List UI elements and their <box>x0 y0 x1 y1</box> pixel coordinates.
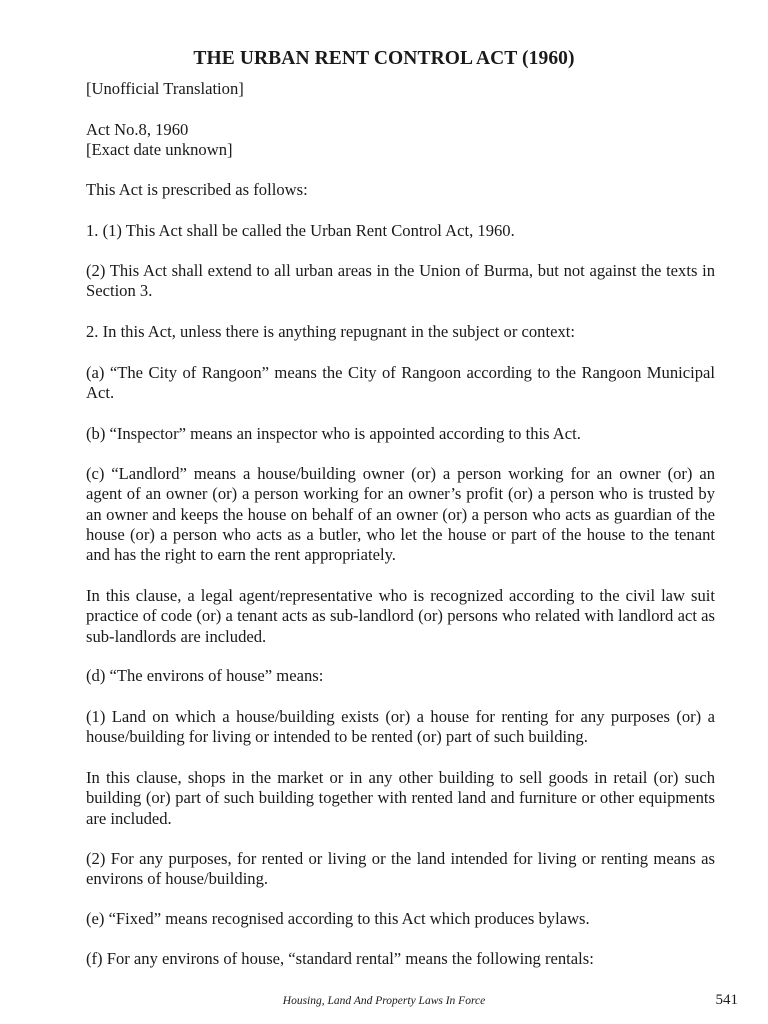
paragraph-clause-c-note: In this clause, a legal agent/representative who is recognized according to the civil law suit practice of code (or) a tenant acts as sub-landlord (or) persons who related with landlord act as sub-landlords are included. <box>86 586 715 646</box>
paragraph-clause-d-1: (1) Land on which a house/building exists (or) a house for renting for any purposes (or) a house/building for living or intended to be rented (or) part of such building. <box>86 707 715 747</box>
paragraph-act-number: Act No.8, 1960 <box>86 120 189 139</box>
paragraph-prescribed: This Act is prescribed as follows: <box>86 180 308 199</box>
paragraph-clause-a: (a) “The City of Rangoon” means the City of Rangoon according to the Rangoon Municipal Act. <box>86 363 715 403</box>
paragraph-clause-d-2: (2) For any purposes, for rented or living or the land intended for living or renting means as environs of house/building. <box>86 849 715 889</box>
paragraph-clause-e: (e) “Fixed” means recognised according to this Act which produces bylaws. <box>86 909 590 928</box>
paragraph-clause-c: (c) “Landlord” means a house/building owner (or) a person working for an owner (or) an agent of an owner (or) a person working for an owner’s profit (or) a person who is trusted by an owner and keeps the house on behalf of an owner (or) a person who acts as guardian of the house (or) a person who acts as a butler, who let the house or part of the house to the tenant and has the right to earn the rent appropriately. <box>86 464 715 565</box>
paragraph-clause-d: (d) “The environs of house” means: <box>86 666 324 685</box>
paragraph-translation-note: [Unofficial Translation] <box>86 79 244 98</box>
page-number: 541 <box>715 992 738 1008</box>
paragraph-section-1-2: (2) This Act shall extend to all urban areas in the Union of Burma, but not against the texts in Section 3. <box>86 261 715 301</box>
paragraph-date-note: [Exact date unknown] <box>86 140 233 159</box>
paragraph-clause-d-note: In this clause, shops in the market or in any other building to sell goods in retail (or) such building (or) part of such building together with rented land and furniture or other equipments are included. <box>86 768 715 828</box>
paragraph-section-2: 2. In this Act, unless there is anything repugnant in the subject or context: <box>86 322 575 341</box>
footer-title: Housing, Land And Property Laws In Force <box>282 995 486 1007</box>
paragraph-clause-f: (f) For any environs of house, “standard rental” means the following rentals: <box>86 949 594 968</box>
paragraph-section-1-1: 1. (1) This Act shall be called the Urban Rent Control Act, 1960. <box>86 221 515 240</box>
paragraph-clause-b: (b) “Inspector” means an inspector who is appointed according to this Act. <box>86 424 581 443</box>
page-title: THE URBAN RENT CONTROL ACT (1960) <box>193 48 575 69</box>
